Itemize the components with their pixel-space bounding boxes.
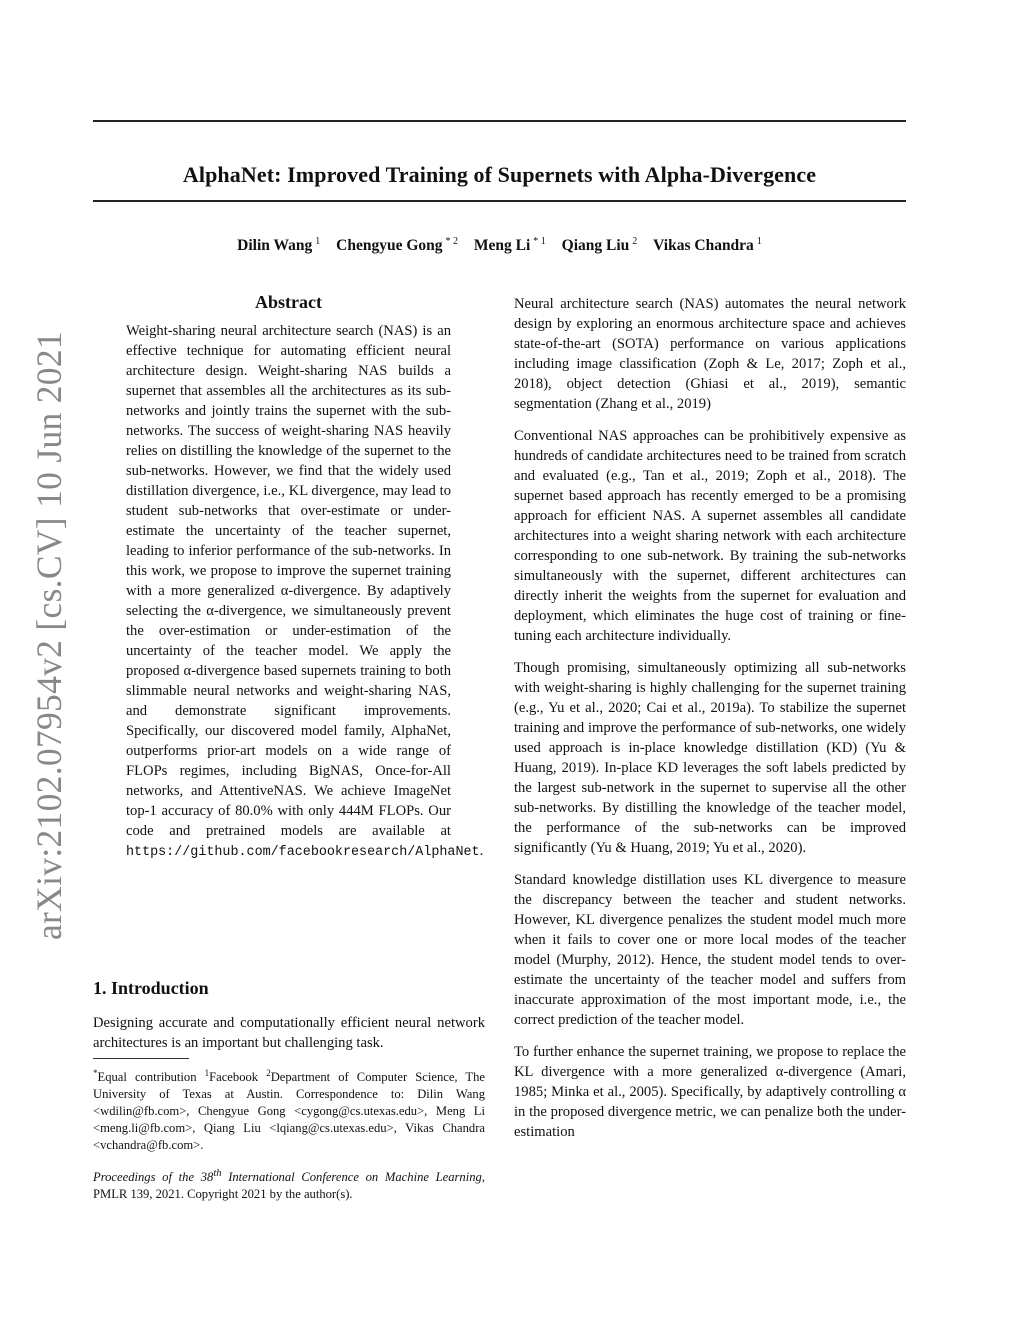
arxiv-identifier: arXiv:2102.07954v2 [cs.CV] 10 Jun 2021 <box>29 331 69 940</box>
abstract-section <box>126 292 484 863</box>
author-list <box>93 236 906 255</box>
body-paragraph-2: Conventional NAS approaches can be prohibitively expensive as hundreds of candidate architectures need to be trained from scratch and evaluated (e.g., Tan et al., 2019; Zoph et al., 2018). The supernet based approach has recently emerged to be a promising approach for efficient NAS. A supernet assembles all candidate architectures into a weight sharing network with each architecture corresponding to one sub-network. By training the sub-networks simultaneously with the supernet, different architectures can directly inherit the weights from the supernet for evaluation and deployment, which eliminates the huge cost of training or fine-tuning each architecture individually. <box>514 428 906 644</box>
author-3: Meng Li $^{* 1}$ <box>473 236 546 255</box>
abstract-heading: Abstract <box>255 292 322 312</box>
author-1: Dilin Wang $^1$ <box>237 236 321 255</box>
author-4: Qiang Liu $^2$ <box>561 236 638 255</box>
footnote-rule <box>93 1058 189 1059</box>
introduction-heading: 1. Introduction <box>93 978 209 998</box>
body-paragraph-3: Though promising, simultaneously optimizing all sub-networks with weight-sharing is highly challenging for the supernet training (e.g., Yu et al., 2020; Cai et al., 2019a). To stabilize the supernet training and improve the performance of sub-networks, one widely used approach is in-place knowledge distillation (KD) (Yu & Huang, 2019). In-place KD leverages the soft labels predicted by the largest sub-network in the supernet to supervise all the other sub-networks. By distilling the knowledge of the teacher model, the performance of the sub-networks can be improved significantly (Yu & Huang, 2019; Yu et al., 2020). <box>514 660 906 856</box>
introduction-text: Designing accurate and computationally efficient neural network architectures is an important but challenging task. <box>93 1015 485 1051</box>
title-rule-top <box>93 120 906 122</box>
body-paragraph-4: Standard knowledge distillation uses KL divergence to measure the discrepancy between the teacher and student networks. However, KL divergence penalizes the student model much more when it fails to cover one or more local modes of the teacher model (Murphy, 2012). Hence, the student model tends to over-estimate the uncertainty of the teacher model and suffers from inaccurate approximation of the most important mode, i.e., the correct prediction of the teacher model. <box>514 872 906 1028</box>
body-paragraph-5: To further enhance the supernet training, we propose to replace the KL divergence with a more generalized α-divergence (Amari, 1985; Minka et al., 2005). Specifically, by adaptively controlling α in the proposed divergence metric, we can penalize both the under-estimation <box>514 1044 906 1140</box>
author-5: Vikas Chandra $^1$ <box>653 236 762 255</box>
body-paragraph-1: Neural architecture search (NAS) automates the neural network design by exploring an enormous architecture space and achieves state-of-the-art (SOTA) performance on various applications including image classification (Zoph & Le, 2017; Zoph et al., 2018), object detection (Ghiasi et al., 2019), semantic segmentation (Zhang et al., 2019) <box>514 296 906 412</box>
author-2: Chengyue Gong $^{* 2}$ <box>336 236 459 255</box>
footnote: *Equal contribution $^1$Facebook $^2$Department of Computer Science, The University of Texas at Austin. Correspondence to: Dilin Wang <wdilin@fb.com>, Chengyue Gong <cygong@cs.utexas.edu>, Meng Li <meng.li@fb.com>, Qiang Liu <lqiang@cs.utexas.edu>, Vikas Chandra <vchandra@fb.com>. <box>93 1068 486 1153</box>
proceedings-note: Proceedings of the 38th International Conference on Machine Learning, PMLR 139, 2021. Copyright 2021 by the author(s). <box>93 1168 485 1202</box>
paper-title: AlphaNet: Improved Training of Supernets with Alpha-Divergence <box>182 161 817 187</box>
code-link[interactable]: https://github.com/facebookresearch/AlphaNet <box>126 845 480 860</box>
title-rule-bottom <box>93 200 906 202</box>
abstract-text: Weight-sharing neural architecture search (NAS) is an effective technique for automating efficient neural architecture design. Weight-sharing NAS builds a supernet that assembles all the architectures as its sub-networks and jointly trains the supernet with the sub-networks. The success of weight-sharing NAS heavily relies on distilling the knowledge of the supernet to the sub-networks. However, we find that the widely used distillation divergence, i.e., KL divergence, may lead to student sub-networks that over-estimate or under-estimate the uncertainty of the teacher supernet, leading to inferior performance of the sub-networks. In this work, we propose to improve the supernet training with a more generalized α-divergence. By adaptively selecting the α-divergence, we simultaneously prevent the over-estimation or under-estimation of the uncertainty of the teacher model. We apply the proposed α-divergence based supernets training to both slimmable neural networks and weight-sharing NAS, and demonstrate significant improvements. Specifically, our discovered model family, AlphaNet, outperforms prior-art models on a wide range of FLOPs regimes, including BigNAS, Once-for-All networks, and AttentiveNAS. We achieve ImageNet top-1 accuracy of 80.0% with only 444M FLOPs. Our code and pretrained models are available at https://github.com/facebookresearch/AlphaNet. <box>126 323 484 860</box>
right-column <box>514 294 906 1154</box>
